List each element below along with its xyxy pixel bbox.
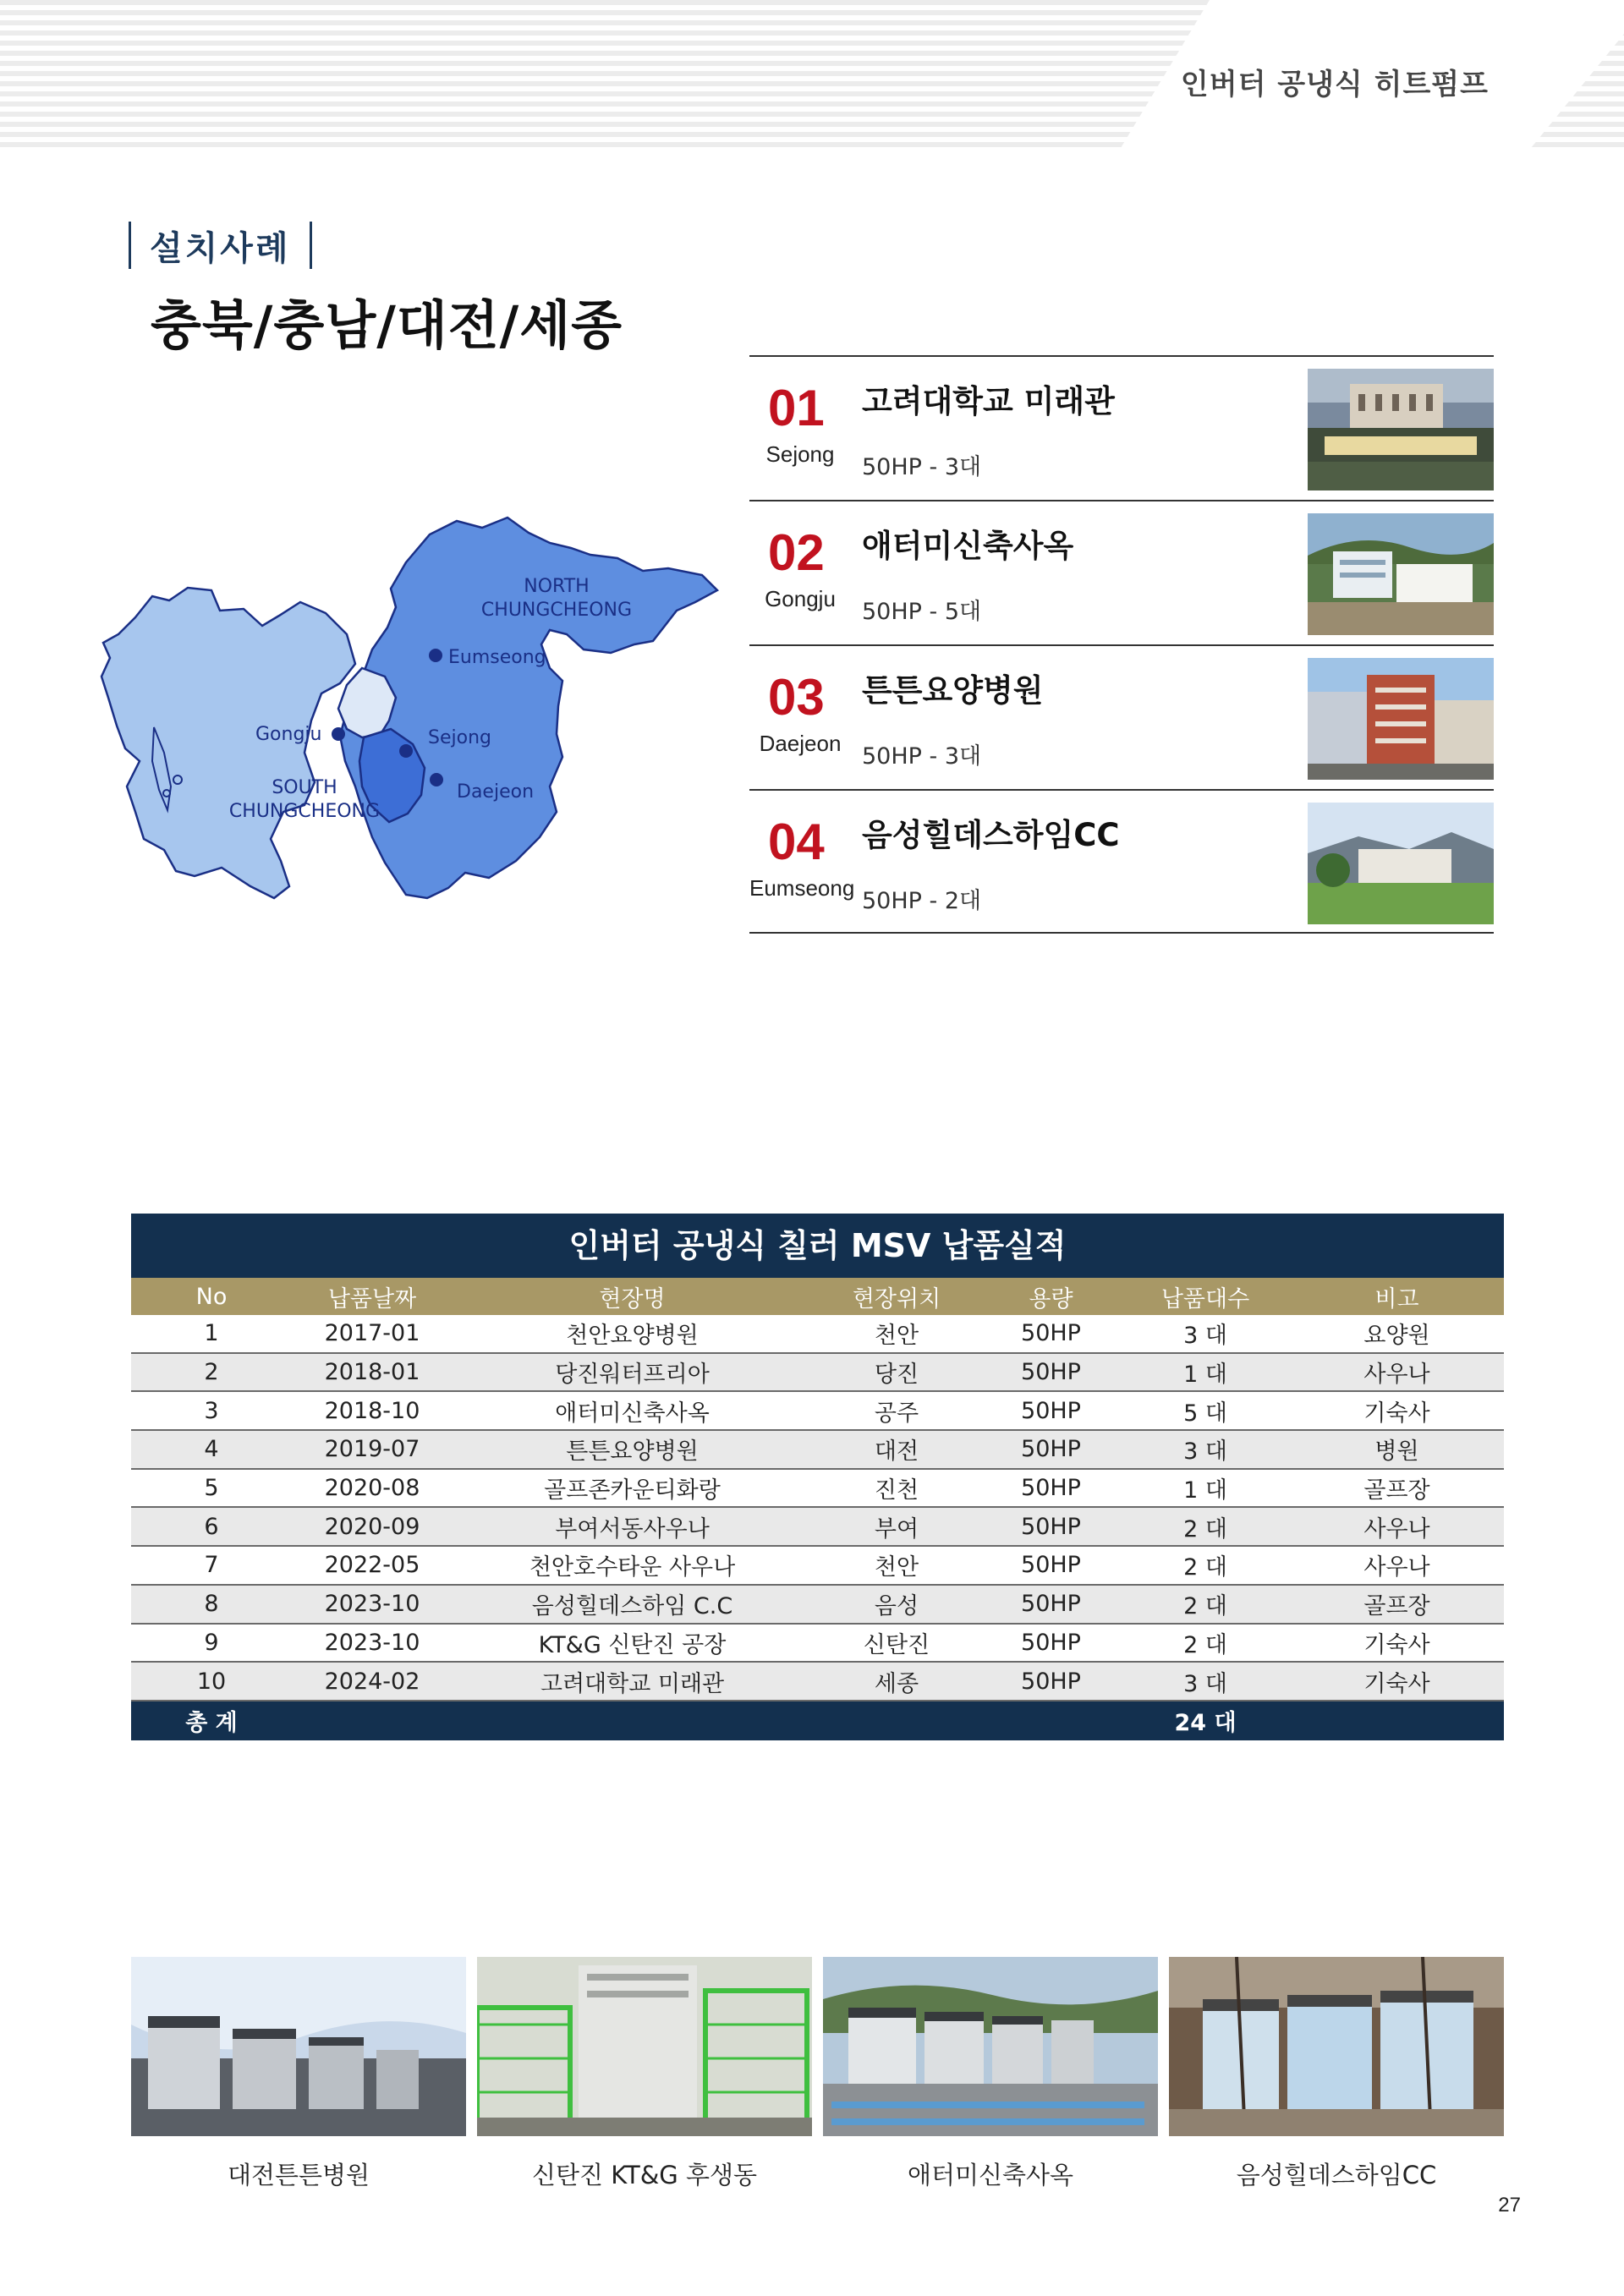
- label-north-1: NORTH: [524, 576, 590, 597]
- city-dot-daejeon: [430, 773, 443, 786]
- photo-caption: 애터미신축사옥: [907, 2161, 1074, 2189]
- table-cell: 50HP: [1021, 1513, 1081, 1540]
- label-south-2: CHUNGCHEONG: [228, 801, 381, 822]
- table-cell: 세종: [874, 1670, 919, 1697]
- col-header-location: 현장위치: [852, 1285, 941, 1312]
- photo-strip: [131, 1957, 1504, 2191]
- table-cell: 6: [204, 1513, 219, 1540]
- table-cell: 3 대: [1183, 1438, 1227, 1466]
- table-row: [131, 1625, 1504, 1663]
- case-photo-university: [1308, 369, 1494, 490]
- table-cell: 2019-07: [324, 1436, 420, 1463]
- table-cell: 3: [204, 1397, 219, 1424]
- total-value: 24 대: [1174, 1710, 1237, 1737]
- table-cell: 50HP: [1021, 1475, 1081, 1502]
- label-north-2: CHUNGCHEONG: [480, 600, 633, 621]
- table-cell: KT&G 신탄진 공장: [538, 1631, 727, 1658]
- table-cell: 골프장: [1363, 1477, 1430, 1504]
- table-title: 인버터 공냉식 칠러 MSV 납품실적: [131, 1214, 1504, 1278]
- section-label: 설치사례: [150, 228, 291, 268]
- table-cell: 2 대: [1183, 1631, 1227, 1658]
- table-cell: 2: [204, 1359, 219, 1386]
- case-item: [749, 500, 1494, 644]
- case-photo-office: [1308, 513, 1494, 635]
- label-daejeon: Daejeon: [457, 781, 535, 803]
- case-number: 01: [768, 380, 825, 436]
- table-cell: 2 대: [1183, 1593, 1227, 1620]
- col-header-units: 납품대수: [1160, 1285, 1250, 1312]
- table-cell: 천안호수타운 사우나: [529, 1554, 736, 1581]
- col-header-date: 납품날짜: [327, 1285, 417, 1312]
- table-cell: 5: [204, 1475, 219, 1502]
- table-cell: 사우나: [1363, 1515, 1430, 1543]
- photo-item: [131, 1957, 466, 2191]
- case-spec: 50HP - 2대: [862, 888, 982, 914]
- delivery-record-table: [131, 1214, 1504, 1740]
- table-cell: 4: [204, 1436, 219, 1463]
- table-cell: 2 대: [1183, 1515, 1227, 1543]
- case-name: 애터미신축사옥: [862, 528, 1074, 564]
- table-cell: 2020-09: [324, 1513, 420, 1540]
- table-cell: 50HP: [1021, 1629, 1081, 1656]
- case-spec: 50HP - 3대: [862, 454, 982, 480]
- photo-item: [477, 1957, 812, 2191]
- page-number: 27: [1498, 2194, 1521, 2217]
- photo-atomy-office-units: [823, 1957, 1158, 2136]
- table-cell: 사우나: [1363, 1554, 1430, 1581]
- case-photo-hospital: [1308, 658, 1494, 780]
- table-cell: 천안: [874, 1554, 919, 1581]
- case-name: 고려대학교 미래관: [862, 383, 1115, 419]
- island-dot: [163, 790, 170, 797]
- table-cell: 2017-01: [324, 1320, 420, 1347]
- case-list: [749, 355, 1494, 934]
- table-cell: 골프존카운티화랑: [544, 1477, 721, 1504]
- label-eumseong: Eumseong: [448, 647, 546, 668]
- table-cell: 50HP: [1021, 1397, 1081, 1424]
- case-name: 튼튼요양병원: [862, 672, 1044, 709]
- case-number: 04: [768, 814, 825, 870]
- table-cell: 부여: [874, 1515, 919, 1543]
- header-title: 인버터 공냉식 히트펌프: [1180, 68, 1489, 101]
- table-cell: 공주: [874, 1400, 919, 1427]
- table-cell: 신탄진: [863, 1631, 930, 1658]
- table-cell: 음성힐데스하임 C.C: [531, 1593, 733, 1620]
- case-region: Sejong: [765, 441, 835, 467]
- table-body: [131, 1315, 1504, 1701]
- photo-eumseong-cc-units: [1169, 1957, 1504, 2136]
- case-spec: 50HP - 5대: [862, 599, 982, 625]
- photo-daejeon-hospital-units: [131, 1957, 466, 2136]
- table-cell: 대전: [874, 1438, 919, 1466]
- section-title: 충북/충남/대전/세종: [151, 294, 623, 356]
- col-header-note: 비고: [1374, 1285, 1419, 1312]
- table-row: [131, 1315, 1504, 1354]
- table-cell: 50HP: [1021, 1436, 1081, 1463]
- north-chungcheong-area: [340, 518, 717, 898]
- table-cell: 50HP: [1021, 1668, 1081, 1695]
- table-cell: 기숙사: [1363, 1400, 1430, 1427]
- table-cell: 2020-08: [324, 1475, 420, 1502]
- table-row: [131, 1392, 1504, 1431]
- table-cell: 50HP: [1021, 1591, 1081, 1618]
- table-cell: 8: [204, 1591, 219, 1618]
- case-spec: 50HP - 3대: [862, 743, 982, 770]
- photo-sintanjin-ktg-units: [477, 1957, 812, 2136]
- table-cell: 천안: [874, 1323, 919, 1350]
- table-cell: 진천: [874, 1477, 919, 1504]
- table-cell: 1: [204, 1320, 219, 1347]
- photo-item: [823, 1957, 1158, 2191]
- table-cell: 골프장: [1363, 1593, 1430, 1620]
- table-row: [131, 1508, 1504, 1547]
- case-item: [749, 644, 1494, 789]
- table-cell: 50HP: [1021, 1552, 1081, 1579]
- table-cell: 1 대: [1183, 1477, 1227, 1504]
- table-cell: 1 대: [1183, 1362, 1227, 1389]
- photo-item: [1169, 1957, 1504, 2191]
- table-row: [131, 1354, 1504, 1393]
- table-cell: 3 대: [1183, 1670, 1227, 1697]
- table-cell: 천안요양병원: [566, 1323, 699, 1350]
- table-cell: 음성: [874, 1593, 919, 1620]
- table-cell: 요양원: [1363, 1323, 1430, 1350]
- city-dot-sejong: [399, 744, 413, 758]
- table-cell: 2024-02: [324, 1668, 420, 1695]
- label-south-1: SOUTH: [272, 777, 337, 798]
- table-cell: 9: [204, 1629, 219, 1656]
- case-number: 02: [768, 524, 825, 581]
- table-row: [131, 1431, 1504, 1470]
- table-cell: 애터미신축사옥: [555, 1400, 710, 1427]
- table-cell: 2023-10: [324, 1591, 420, 1618]
- table-cell: 기숙사: [1363, 1631, 1430, 1658]
- table-cell: 2018-10: [324, 1397, 420, 1424]
- label-sejong: Sejong: [428, 727, 491, 748]
- table-row: [131, 1470, 1504, 1509]
- table-cell: 당진워터프리아: [555, 1362, 710, 1389]
- table-row: [131, 1663, 1504, 1701]
- col-header-site: 현장명: [599, 1285, 666, 1312]
- col-header-no: No: [195, 1283, 228, 1310]
- table-cell: 2022-05: [324, 1552, 420, 1579]
- case-photo-golf-club: [1308, 803, 1494, 924]
- table-cell: 7: [204, 1552, 219, 1579]
- table-cell: 50HP: [1021, 1359, 1081, 1386]
- table-cell: 5 대: [1183, 1400, 1227, 1427]
- case-name: 음성힐데스하임CC: [862, 817, 1120, 853]
- island-dot: [173, 775, 182, 784]
- label-gongju: Gongju: [255, 724, 322, 745]
- table-total-row: [131, 1701, 1504, 1740]
- table-cell: 기숙사: [1363, 1670, 1430, 1697]
- table-row: [131, 1586, 1504, 1625]
- chungcheong-region-map: [93, 507, 753, 913]
- table-row: [131, 1547, 1504, 1586]
- case-item: [749, 789, 1494, 934]
- photo-caption: 신탄진 KT&G 후생동: [531, 2161, 758, 2189]
- case-region: Gongju: [765, 586, 836, 611]
- city-dot-gongju: [332, 727, 345, 741]
- table-cell: 10: [196, 1668, 227, 1695]
- case-item: [749, 355, 1494, 500]
- table-cell: 2 대: [1183, 1554, 1227, 1581]
- table-cell: 2018-01: [324, 1359, 420, 1386]
- case-number: 03: [768, 669, 825, 726]
- label-right-bar: [310, 222, 312, 269]
- photo-caption: 음성힐데스하임CC: [1236, 2161, 1437, 2189]
- table-cell: 병원: [1374, 1438, 1419, 1466]
- table-cell: 고려대학교 미래관: [540, 1670, 725, 1697]
- col-header-capacity: 용량: [1029, 1285, 1073, 1312]
- table-cell: 튼튼요양병원: [566, 1438, 699, 1466]
- table-cell: 사우나: [1363, 1362, 1430, 1389]
- section-label-box: [129, 222, 312, 269]
- table-cell: 당진: [874, 1362, 919, 1389]
- table-header-row: [131, 1278, 1504, 1315]
- case-region: Eumseong: [749, 875, 855, 901]
- city-dot-eumseong: [429, 649, 442, 662]
- table-cell: 50HP: [1021, 1320, 1081, 1347]
- photo-caption: 대전튼튼병원: [227, 2161, 370, 2189]
- table-cell: 부여서동사우나: [555, 1515, 710, 1543]
- total-label: 총 계: [185, 1710, 238, 1737]
- table-cell: 2023-10: [324, 1629, 420, 1656]
- case-region: Daejeon: [759, 731, 842, 756]
- table-cell: 3 대: [1183, 1323, 1227, 1350]
